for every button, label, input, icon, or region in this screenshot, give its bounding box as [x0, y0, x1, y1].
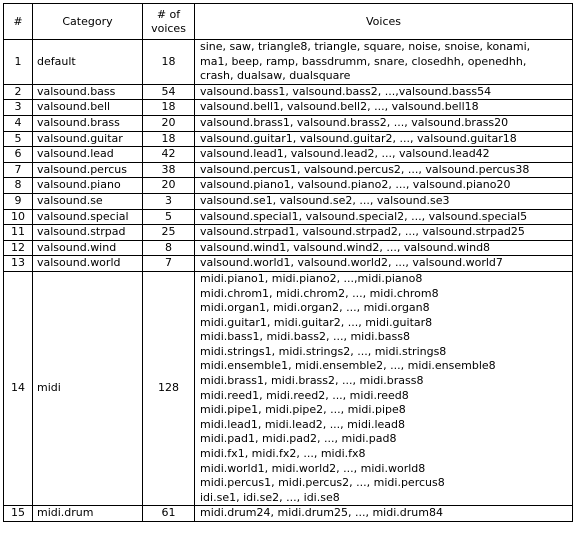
- row-voices: [195, 131, 573, 147]
- voice-line: sine, saw, triangle8, triangle, square, noise, snoise, konami,: [200, 40, 531, 53]
- table-row: [4, 100, 573, 116]
- row-number: 14: [4, 271, 33, 506]
- row-voice-count: 54: [143, 84, 195, 100]
- row-number: 2: [4, 84, 33, 100]
- row-number: 5: [4, 131, 33, 147]
- voice-line: midi.world1, midi.world2, ..., midi.world8: [200, 461, 426, 475]
- row-voices: [195, 271, 573, 506]
- voice-line: midi.fx1, midi.fx2, ..., midi.fx8: [200, 447, 366, 461]
- voice-line: valsound.piano1, valsound.piano2, ..., valsound.piano20: [200, 178, 511, 192]
- voice-line: midi.guitar1, midi.guitar2, ..., midi.guitar8: [200, 315, 433, 329]
- voice-table: [3, 3, 573, 522]
- row-category: valsound.guitar: [33, 131, 143, 147]
- row-number: 12: [4, 240, 33, 256]
- voice-line: valsound.percus1, valsound.percus2, ..., valsound.percus38: [200, 162, 530, 176]
- row-voice-count: 42: [143, 147, 195, 163]
- header-category: Category: [33, 4, 143, 40]
- row-category: valsound.special: [33, 209, 143, 225]
- voice-line: midi.strings1, midi.strings2, ..., midi.strings8: [200, 344, 447, 358]
- table-row: [4, 240, 573, 256]
- row-voice-count: 25: [143, 225, 195, 241]
- voice-line: midi.piano1, midi.piano2, ...,midi.piano8: [200, 271, 423, 285]
- row-voices: [195, 147, 573, 163]
- row-category: valsound.strpad: [33, 225, 143, 241]
- voice-line: midi.lead1, midi.lead2, ..., midi.lead8: [200, 417, 406, 431]
- table-row: [4, 147, 573, 163]
- row-number: 7: [4, 162, 33, 178]
- row-voice-count: 8: [143, 240, 195, 256]
- voice-line: valsound.se1, valsound.se2, ..., valsound.se3: [200, 193, 450, 207]
- row-voices: [195, 506, 573, 522]
- row-voice-count: 20: [143, 178, 195, 194]
- voice-line: midi.bass1, midi.bass2, ..., midi.bass8: [200, 330, 410, 344]
- row-number: 13: [4, 256, 33, 272]
- table-row: [4, 209, 573, 225]
- voice-line: valsound.brass1, valsound.brass2, ..., valsound.brass20: [200, 115, 509, 129]
- voice-line: valsound.wind1, valsound.wind2, ..., valsound.wind8: [200, 240, 491, 254]
- row-voices: [195, 100, 573, 116]
- row-category: valsound.se: [33, 193, 143, 209]
- row-number: 1: [4, 40, 33, 85]
- row-number: 9: [4, 193, 33, 209]
- row-category: valsound.bass: [33, 84, 143, 100]
- voice-line: valsound.lead1, valsound.lead2, ..., valsound.lead42: [200, 147, 490, 161]
- row-number: 8: [4, 178, 33, 194]
- row-voice-count: 18: [143, 131, 195, 147]
- table-row: [4, 84, 573, 100]
- row-category: default: [33, 40, 143, 85]
- row-number: 10: [4, 209, 33, 225]
- table-row: [4, 225, 573, 241]
- row-category: midi: [33, 271, 143, 506]
- voice-line: ma1, beep, ramp, bassdrumm, snare, closedhh, openedhh,: [200, 54, 527, 68]
- row-number: 6: [4, 147, 33, 163]
- voice-line: valsound.guitar1, valsound.guitar2, ..., valsound.guitar18: [200, 131, 517, 145]
- voice-line: idi.se1, idi.se2, ..., idi.se8: [200, 490, 340, 504]
- voice-line: midi.percus1, midi.percus2, ..., midi.percus8: [200, 476, 445, 490]
- row-voices: [195, 84, 573, 100]
- row-voices: [195, 240, 573, 256]
- row-category: valsound.lead: [33, 147, 143, 163]
- row-voices: [195, 209, 573, 225]
- header-voices: Voices: [195, 4, 573, 40]
- voice-line: valsound.world1, valsound.world2, ..., valsound.world7: [200, 256, 503, 270]
- row-category: midi.drum: [33, 506, 143, 522]
- voice-line: midi.reed1, midi.reed2, ..., midi.reed8: [200, 388, 409, 402]
- table-row: [4, 115, 573, 131]
- table-row: [4, 178, 573, 194]
- row-voices: [195, 115, 573, 131]
- header-number: #: [4, 4, 33, 40]
- voice-line: valsound.bass1, valsound.bass2, ...,valsound.bass54: [200, 84, 492, 98]
- row-number: 4: [4, 115, 33, 131]
- row-voice-count: 18: [143, 40, 195, 85]
- row-category: valsound.percus: [33, 162, 143, 178]
- voice-line: midi.drum24, midi.drum25, ..., midi.drum84: [200, 506, 443, 520]
- table-header-row: [4, 4, 573, 40]
- row-category: valsound.wind: [33, 240, 143, 256]
- row-voice-count: 18: [143, 100, 195, 116]
- row-voice-count: 128: [143, 271, 195, 506]
- row-voices: [195, 225, 573, 241]
- table-row: [4, 162, 573, 178]
- voice-line: crash, dualsaw, dualsquare: [200, 69, 351, 83]
- table-row: [4, 40, 573, 85]
- row-category: valsound.brass: [33, 115, 143, 131]
- row-voices: [195, 256, 573, 272]
- row-voice-count: 5: [143, 209, 195, 225]
- row-number: 15: [4, 506, 33, 522]
- voice-line: midi.brass1, midi.brass2, ..., midi.brass8: [200, 374, 424, 388]
- row-number: 3: [4, 100, 33, 116]
- row-category: valsound.bell: [33, 100, 143, 116]
- row-category: valsound.piano: [33, 178, 143, 194]
- row-voice-count: 7: [143, 256, 195, 272]
- voice-line: midi.pipe1, midi.pipe2, ..., midi.pipe8: [200, 403, 406, 417]
- header-voice-count: # of voices: [143, 4, 195, 40]
- voice-line: midi.ensemble1, midi.ensemble2, ..., midi.ensemble8: [200, 359, 496, 373]
- row-voices: [195, 40, 573, 85]
- table-row: [4, 193, 573, 209]
- table-body: [4, 40, 573, 522]
- row-voice-count: 61: [143, 506, 195, 522]
- table-row: [4, 271, 573, 506]
- row-voices: [195, 162, 573, 178]
- voice-line: midi.pad1, midi.pad2, ..., midi.pad8: [200, 432, 397, 446]
- row-voice-count: 38: [143, 162, 195, 178]
- row-number: 11: [4, 225, 33, 241]
- voice-line: valsound.special1, valsound.special2, ..., valsound.special5: [200, 209, 528, 223]
- voice-line: midi.organ1, midi.organ2, ..., midi.organ8: [200, 301, 430, 315]
- voice-line: valsound.strpad1, valsound.strpad2, ..., valsound.strpad25: [200, 225, 525, 239]
- row-category: valsound.world: [33, 256, 143, 272]
- table-row: [4, 131, 573, 147]
- table-row: [4, 506, 573, 522]
- row-voices: [195, 193, 573, 209]
- voice-line: midi.chrom1, midi.chrom2, ..., midi.chrom8: [200, 286, 439, 300]
- voice-line: valsound.bell1, valsound.bell2, ..., valsound.bell18: [200, 100, 479, 114]
- row-voices: [195, 178, 573, 194]
- table-row: [4, 256, 573, 272]
- row-voice-count: 3: [143, 193, 195, 209]
- row-voice-count: 20: [143, 115, 195, 131]
